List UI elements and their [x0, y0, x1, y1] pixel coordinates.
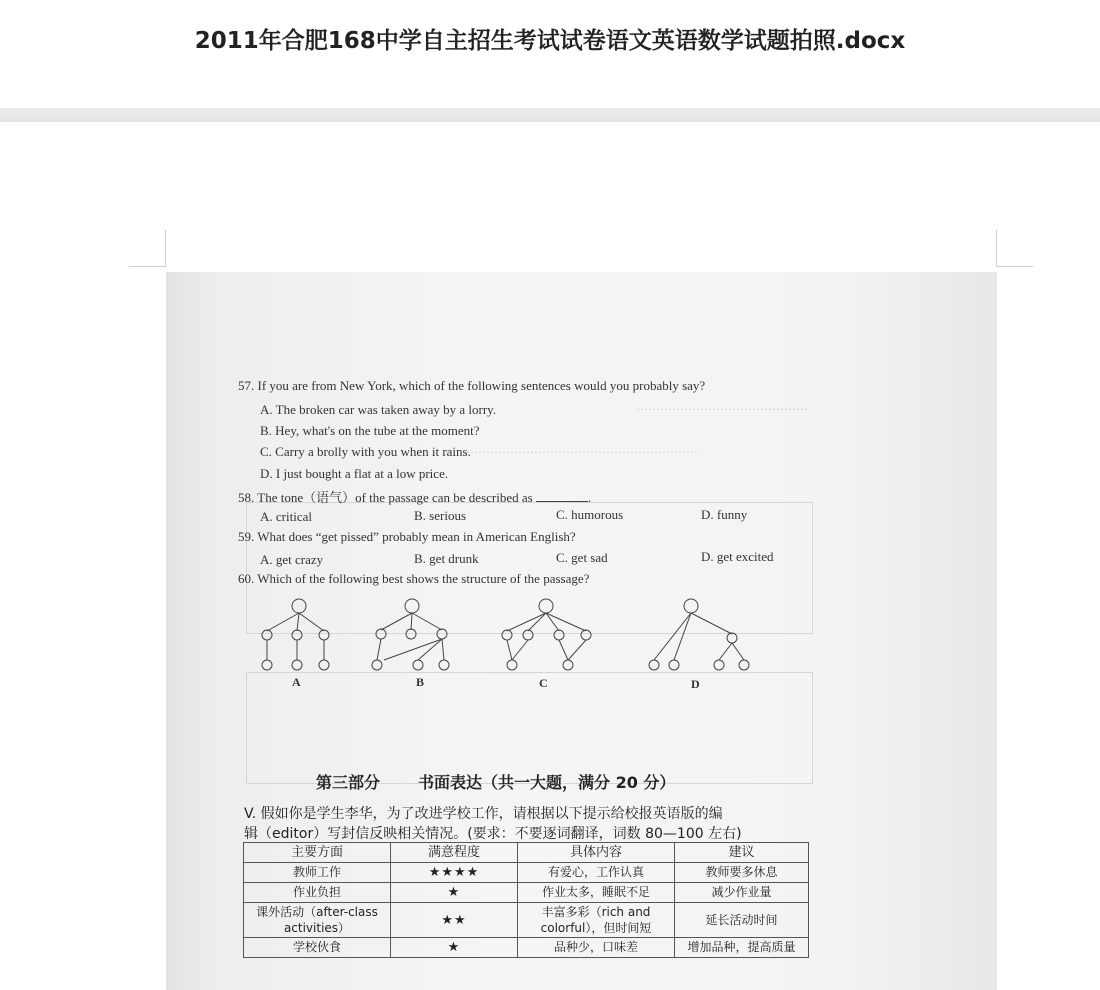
table-row [244, 863, 809, 883]
option: B. Hey, what's on the tube at the moment? [260, 423, 480, 438]
question-58: 58. The tone（语气）of the passage can be described as . [238, 490, 592, 505]
option: D. get excited [701, 549, 774, 564]
question-57: 57. If you are from New York, which of the following sentences would you probably say? [238, 378, 706, 393]
table-cell: 增加品种，提高质量 [675, 938, 809, 958]
column-header: 满意程度 [391, 843, 518, 863]
table-cell: 品种少，口味差 [518, 938, 675, 958]
diagram-label-d: D [691, 677, 700, 691]
table-cell: 课外活动（after-class activities） [244, 903, 391, 938]
option: C. get sad [556, 550, 608, 565]
option: C. Carry a brolly with you when it rains. [260, 444, 471, 459]
table-cell: 延长活动时间 [675, 903, 809, 938]
option: D. I just bought a flat at a low price. [260, 466, 449, 481]
structure-diagram-a [262, 599, 329, 670]
structure-diagram-c [502, 599, 591, 670]
page-corner-mark-left [129, 230, 166, 267]
structure-diagram-b [372, 599, 449, 670]
diagram-label-b: B [416, 675, 425, 689]
option: C. humorous [556, 507, 624, 522]
scanned-exam-photo [166, 272, 997, 990]
table-row [244, 938, 809, 958]
table-cell: 学校伙食 [244, 938, 391, 958]
rating-stars: ★★★★ [391, 863, 518, 883]
rating-stars: ★ [391, 883, 518, 903]
writing-prompt-line-2: 辑（editor）写封信反映相关情况。(要求：不要逐词翻译，词数 80—100 左右) [244, 826, 742, 842]
option: A. get crazy [260, 552, 324, 567]
column-header: 建议 [675, 843, 809, 863]
writing-prompt-line-1: V. 假如你是学生李华，为了改进学校工作，请根据以下提示给校报英语版的编 [244, 806, 723, 822]
question-58-text: 58. The tone（语气）of the passage can be described as [238, 490, 533, 505]
feedback-table [243, 842, 809, 958]
structure-diagrams [166, 594, 997, 704]
diagram-label-a: A [292, 675, 301, 689]
table-row [244, 883, 809, 903]
section-name: 书面表达（共一大题，满分 20 分） [418, 773, 676, 792]
option: B. get drunk [414, 551, 479, 566]
question-59: 59. What does “get pissed” probably mean in American English? [238, 529, 576, 544]
page-corner-mark-right [996, 230, 1033, 267]
table-cell: 作业太多，睡眠不足 [518, 883, 675, 903]
section-part: 第三部分 [316, 773, 381, 792]
toolbar-separator [0, 108, 1100, 122]
question-60: 60. Which of the following best shows the structure of the passage? [238, 571, 590, 586]
bleed-through-text: ·························································· [466, 445, 698, 459]
table-cell: 教师工作 [244, 863, 391, 883]
diagram-label-c: C [539, 676, 548, 690]
option: B. serious [414, 508, 466, 523]
option: A. The broken car was taken away by a lorry. [260, 402, 497, 417]
column-header: 具体内容 [518, 843, 675, 863]
rating-stars: ★★ [391, 903, 518, 938]
table-cell: 减少作业量 [675, 883, 809, 903]
table-cell: 作业负担 [244, 883, 391, 903]
table-header-row [244, 843, 809, 863]
table-cell: 有爱心，工作认真 [518, 863, 675, 883]
section-heading [316, 770, 675, 793]
answer-blank [536, 491, 588, 502]
structure-diagram-d [649, 599, 749, 670]
table-cell: 教师要多休息 [675, 863, 809, 883]
bleed-through-text: ··········································· [636, 402, 808, 416]
rating-stars: ★ [391, 938, 518, 958]
table-row [244, 903, 809, 938]
option: D. funny [701, 507, 748, 522]
column-header: 主要方面 [244, 843, 391, 863]
option: A. critical [260, 509, 312, 524]
document-title: 2011年合肥168中学自主招生考试试卷语文英语数学试题拍照.docx [194, 28, 906, 54]
table-cell: 丰富多彩（rich and colorful），但时间短 [518, 903, 675, 938]
